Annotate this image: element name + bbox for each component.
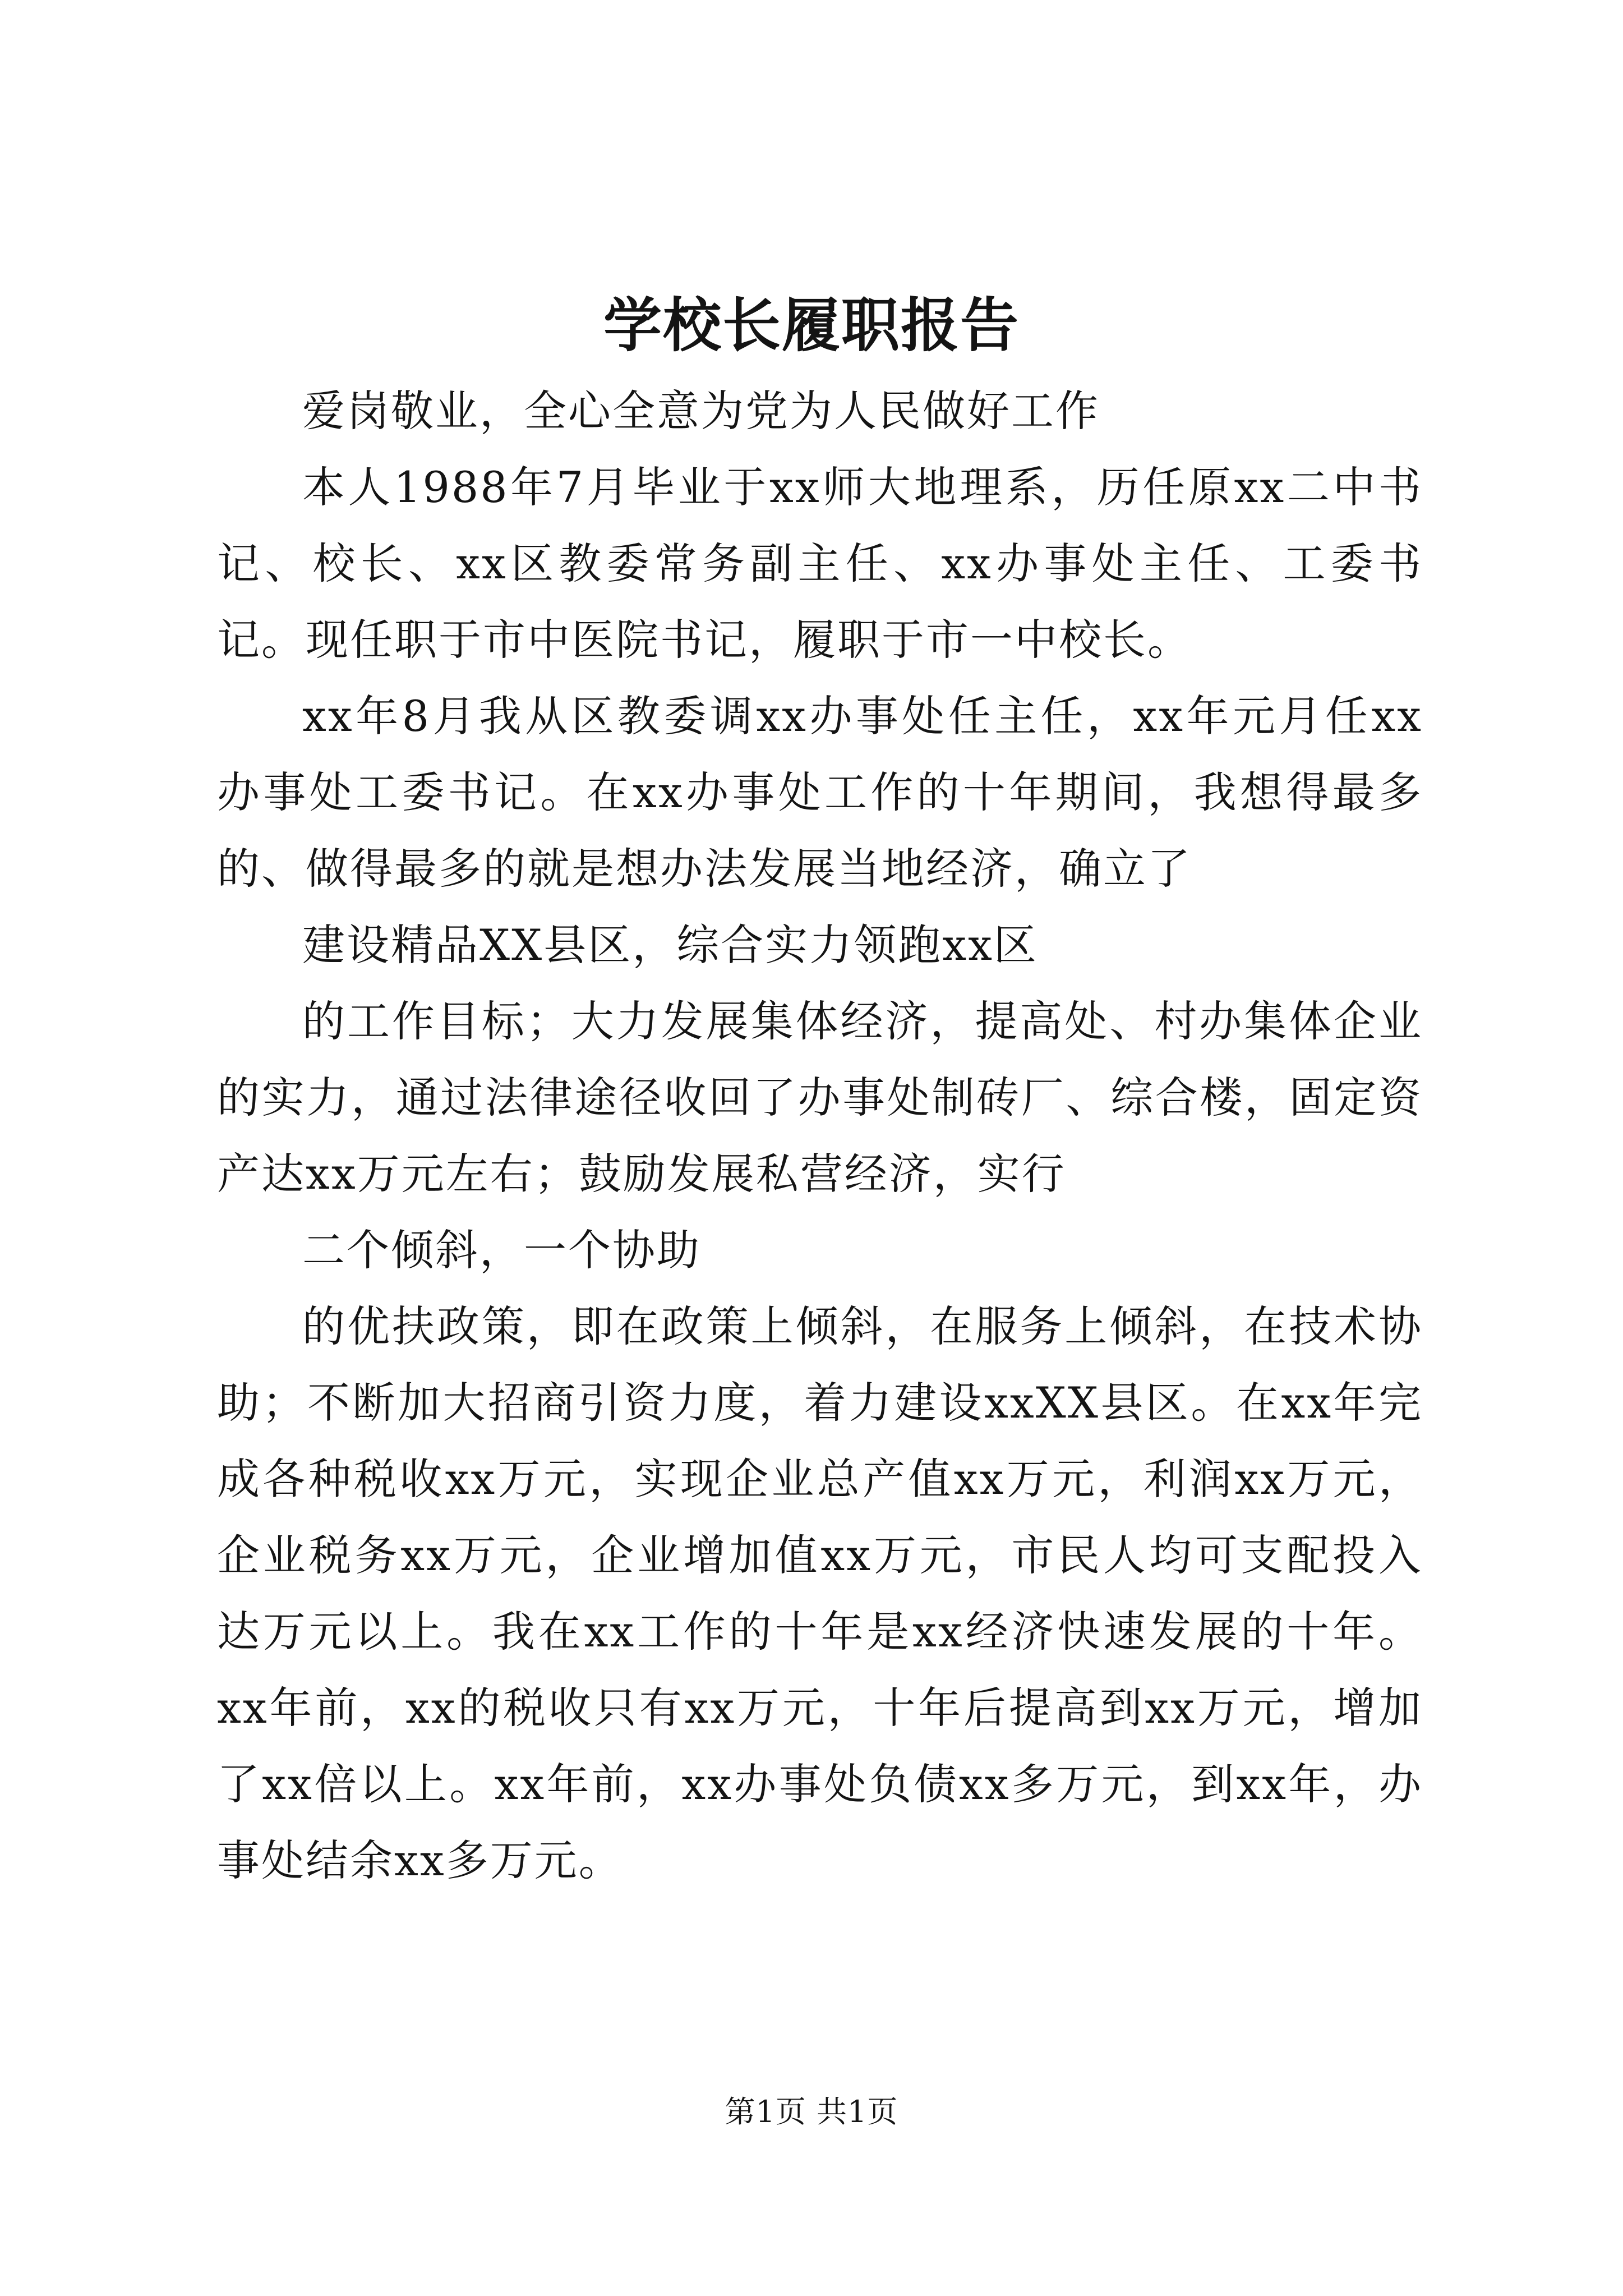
paragraph-5: 的工作目标；大力发展集体经济，提高处、村办集体企业的实力，通过法律途径收回了办事处制砖厂、综合楼，固定资产达xx万元左右；鼓励发展私营经济，实行	[217, 996, 1423, 1199]
paragraph-2: 本人1988年7月毕业于xx师大地理系，历任原xx二中书记、校长、xx区教委常务副主任、xx办事处主任、工委书记。现任职于市中医院书记，履职于市一中校长。	[217, 462, 1423, 665]
paragraph-3: xx年8月我从区教委调xx办事处任主任，xx年元月任xx办事处工委书记。在xx办事处工作的十年期间，我想得最多的、做得最多的就是想办法发展当地经济，确立了	[217, 691, 1423, 894]
document-title: 学校长履职报告	[603, 291, 1020, 360]
paragraph-1: 爱岗敬业，全心全意为党为人民做好工作	[302, 386, 1100, 436]
paragraph-7: 的优扶政策，即在政策上倾斜，在服务上倾斜，在技术协助；不断加大招商引资力度，着力建设xxXX县区。在xx年完成各种税收xx万元，实现企业总产值xx万元，利润xx万元，企业税务xx万元，企业增加值xx万元，市民人均可支配投入达万元以上。我在xx工作的十年是xx经济快速发展的十年。xx年前，xx的税收只有xx万元，十年后提高到xx万元，增加了xx倍以上。xx年前，xx办事处负债xx多万元，到xx年，办事处结余xx多万元。	[217, 1301, 1423, 1885]
document-body	[217, 373, 1423, 1899]
page-number-footer: 第1页 共1页	[725, 2094, 898, 2129]
paragraph-6: 二个倾斜，一个协助	[302, 1225, 701, 1275]
paragraph-4: 建设精品XX县区，综合实力领跑xx区	[302, 920, 1038, 970]
